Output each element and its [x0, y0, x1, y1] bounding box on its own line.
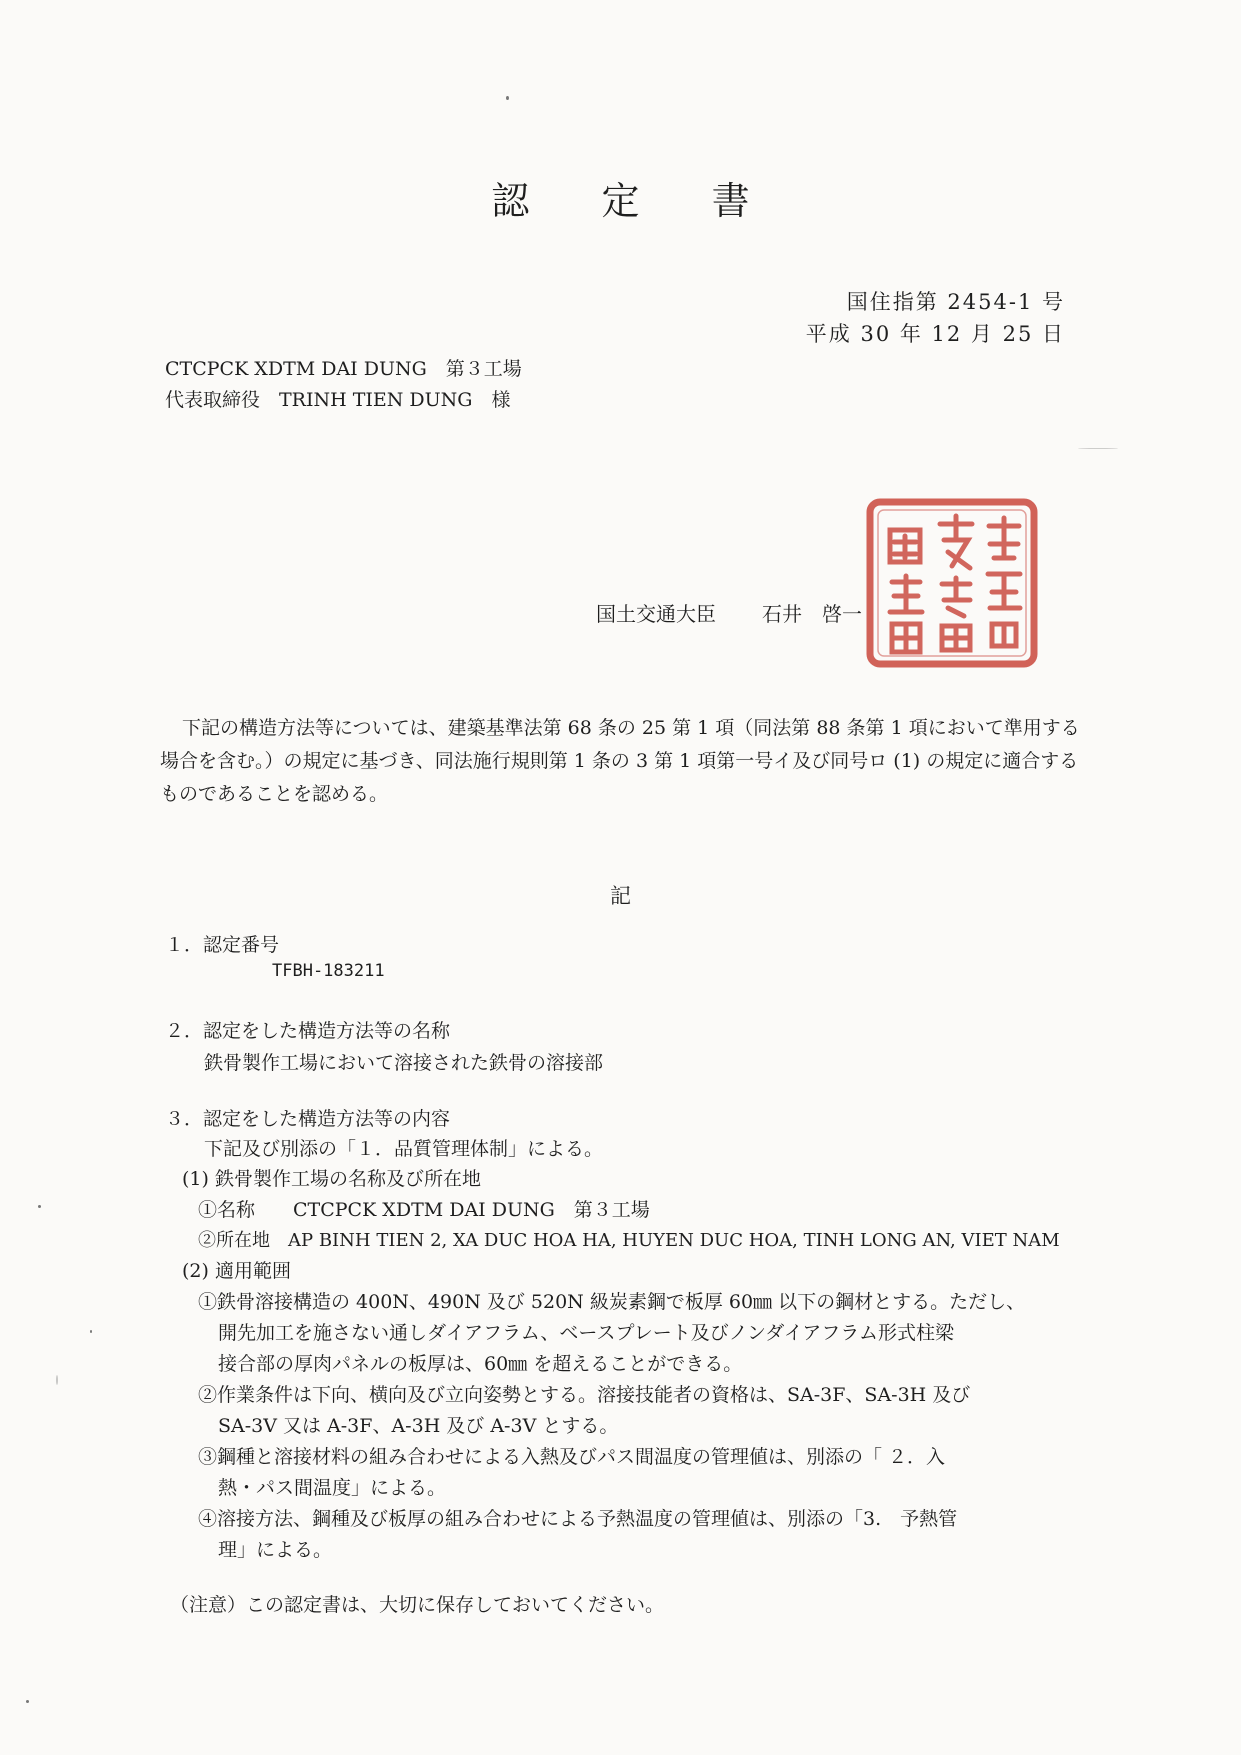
- scan-speck: [26, 1700, 29, 1703]
- caution-note: （注意）この認定書は、大切に保存しておいてください。: [170, 1594, 665, 1616]
- ki-heading: 記: [610, 884, 631, 908]
- scope-item-2-line-1: ②作業条件は下向、横向及び立向姿勢とする。溶接技能者の資格は、SA-3F、SA-3H 及び: [198, 1384, 971, 1406]
- subsection-2-heading: (2) 適用範囲: [182, 1260, 291, 1282]
- document-title: 認 定 書: [491, 179, 780, 223]
- document-number: 国住指第 2454-1 号: [846, 290, 1065, 314]
- section-3-intro: 下記及び別添の「１．品質管理体制」による。: [204, 1138, 604, 1160]
- document-date: 平成 30 年 12 月 25 日: [805, 322, 1065, 346]
- scope-item-2-line-2: SA-3V 又は A-3F、A-3H 及び A-3V とする。: [218, 1415, 619, 1437]
- factory-location: ②所在地 AP BINH TIEN 2, XA DUC HOA HA, HUYEN DUC HOA, TINH LONG AN, VIET NAM: [198, 1230, 1060, 1251]
- issuer-title: 国土交通大臣: [596, 602, 716, 626]
- addressee-representative: 代表取締役 TRINH TIEN DUNG 様: [165, 389, 511, 411]
- section-3-heading: ３．認定をした構造方法等の内容: [165, 1108, 451, 1130]
- subsection-1-heading: (1) 鉄骨製作工場の名称及び所在地: [182, 1168, 481, 1190]
- certification-number: TFBH-183211: [272, 961, 385, 981]
- scan-speck: [506, 96, 509, 100]
- scope-item-1-line-1: ①鉄骨溶接構造の 400N、490N 及び 520N 級炭素鋼で板厚 60㎜ 以下の鋼材とする。ただし、: [198, 1291, 1026, 1313]
- scan-speck: [1078, 448, 1118, 449]
- section-1-heading: １．認定番号: [165, 934, 280, 956]
- scope-item-4-line-1: ④溶接方法、鋼種及び板厚の組み合わせによる予熱温度の管理値は、別添の「3. 予熱管: [198, 1508, 958, 1530]
- issuer-block: [596, 598, 862, 627]
- scope-item-1-line-3: 接合部の厚肉パネルの板厚は、60㎜ を超えることができる。: [218, 1353, 743, 1375]
- method-name: 鉄骨製作工場において溶接された鉄骨の溶接部: [204, 1052, 604, 1074]
- scan-speck: [56, 1375, 58, 1385]
- issuer-name: 石井 啓一: [762, 602, 862, 626]
- addressee-company: CTCPCK XDTM DAI DUNG 第３工場: [165, 358, 522, 380]
- official-seal-icon: [864, 496, 1040, 670]
- certification-statement: 下記の構造方法等については、建築基準法第 68 条の 25 第 1 項（同法第 88 条第 1 項において準用する場合を含む。）の規定に基づき、同法施行規則第 1 条の 3 第 1 項第一号イ及び同号ロ (1) の規定に適合するものであることを認める。: [160, 717, 1080, 805]
- scan-speck: [90, 1330, 92, 1333]
- scope-item-3-line-1: ③鋼種と溶接材料の組み合わせによる入熱及びパス間温度の管理値は、別添の「 ２．入: [198, 1446, 946, 1468]
- factory-name: ①名称 CTCPCK XDTM DAI DUNG 第３工場: [198, 1199, 650, 1221]
- section-2-heading: ２．認定をした構造方法等の名称: [165, 1020, 451, 1042]
- scope-item-3-line-2: 熱・パス間温度」による。: [218, 1477, 447, 1499]
- scope-item-1-line-2: 開先加工を施さない通しダイアフラム、ベースプレート及びノンダイアフラム形式柱梁: [218, 1322, 955, 1344]
- scope-item-4-line-2: 理」による。: [218, 1539, 333, 1561]
- scan-speck: [38, 1205, 41, 1208]
